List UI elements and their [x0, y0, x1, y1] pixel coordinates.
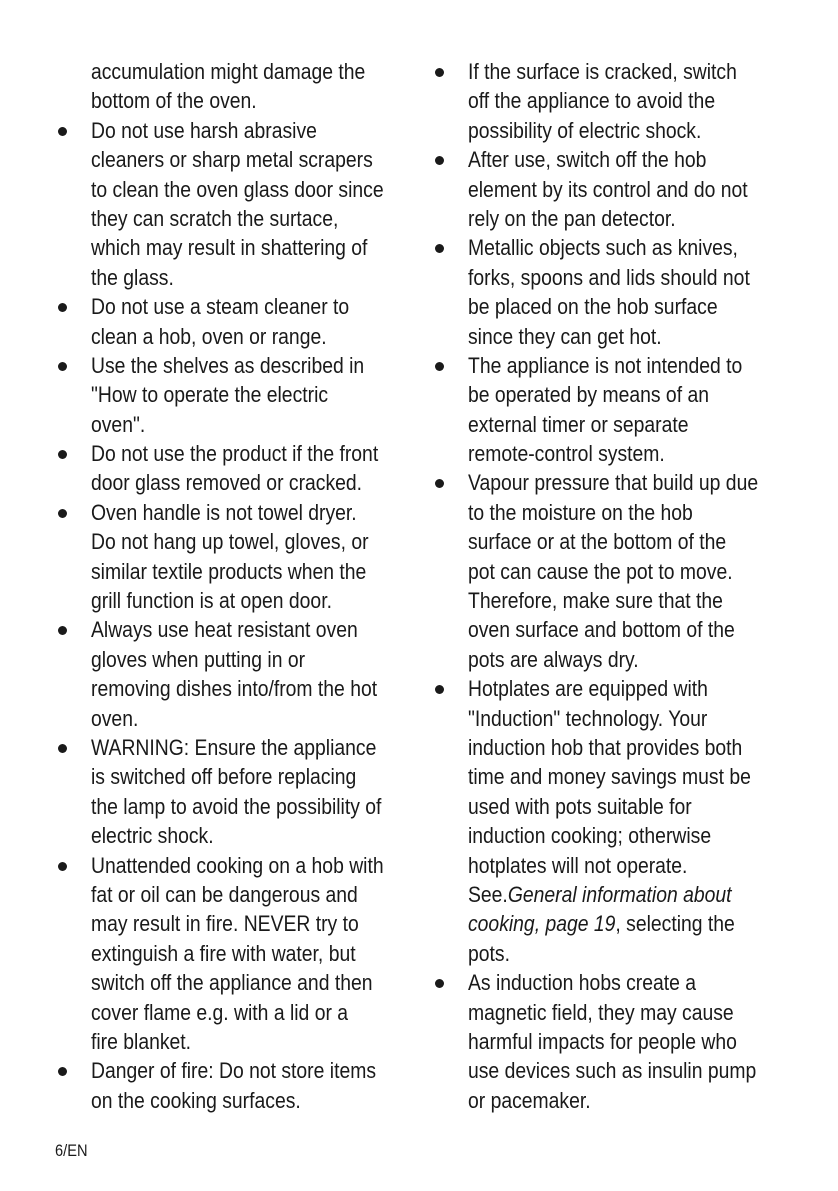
bullet-item — [432, 351, 786, 469]
text-line: electric shock. — [91, 823, 214, 849]
text-line: Use the shelves as described in — [91, 352, 365, 378]
text-line: on the cooking surfaces. — [91, 1087, 301, 1113]
bullet-icon — [435, 244, 444, 253]
text-line: possibility of electric shock. — [468, 117, 702, 143]
bullet-item — [432, 674, 786, 968]
bullet-icon — [58, 362, 67, 371]
text-line: rely on the pan detector. — [468, 205, 676, 231]
see-suffix: , selecting the — [615, 911, 735, 937]
text-line: fat or oil can be dangerous and — [91, 881, 358, 907]
text-line: Oven handle is not towel dryer. — [91, 499, 357, 525]
text-line: since they can get hot. — [468, 323, 662, 349]
bullet-icon — [435, 685, 444, 694]
text-line: is switched off before replacing — [91, 764, 357, 790]
bullet-icon — [435, 362, 444, 371]
text-line: Unattended cooking on a hob with — [91, 852, 384, 878]
text-line: If the surface is cracked, switch — [468, 59, 737, 84]
text-line: After use, switch off the hob — [468, 147, 707, 173]
bullet-item — [55, 1056, 405, 1115]
see-reference-line — [468, 909, 741, 938]
text-line: cleaners or sharp metal scrapers — [91, 147, 373, 173]
right-column — [432, 57, 786, 1115]
text-line: be operated by means of an — [468, 382, 709, 408]
text-line: the glass. — [91, 264, 174, 290]
text-line: oven. — [91, 705, 139, 731]
text-line: time and money savings must be — [468, 764, 751, 790]
text-line: fire blanket. — [91, 1028, 192, 1054]
text-line: gloves when putting in or — [91, 646, 306, 672]
continuation-text — [55, 57, 405, 116]
text-line: pots. — [468, 940, 510, 966]
bullet-item — [432, 57, 786, 145]
text-line: magnetic field, they may cause — [468, 999, 734, 1025]
text-line: switch off the appliance and then — [91, 970, 373, 996]
text-line: they can scratch the surtace, — [91, 205, 339, 231]
text-line: external timer or separate — [468, 411, 689, 437]
text-line: may result in fire. NEVER try to — [91, 911, 359, 937]
text-line: be placed on the hob surface — [468, 294, 718, 320]
bullet-icon — [58, 626, 67, 635]
text-line: similar textile products when the — [91, 558, 367, 584]
bullet-item — [432, 145, 786, 233]
text-line: Hotplates are equipped with — [468, 676, 708, 702]
bullet-item — [55, 439, 405, 498]
bullet-item — [55, 292, 405, 351]
text-line: pots are always dry. — [468, 646, 639, 672]
bullet-icon — [58, 1067, 67, 1076]
page-number: 6/EN — [55, 1141, 88, 1160]
text-line: clean a hob, oven or range. — [91, 323, 327, 349]
text-line: Metallic objects such as knives, — [468, 235, 738, 261]
text-line: which may result in shattering of — [91, 235, 368, 261]
text-line: induction hob that provides both — [468, 734, 743, 760]
text-line: bottom of the oven. — [91, 88, 257, 114]
text-line: "How to operate the electric — [91, 382, 329, 408]
text-line: Do not use harsh abrasive — [91, 117, 317, 143]
text-line: to clean the oven glass door since — [91, 176, 384, 202]
text-line: "Induction" technology. Your — [468, 705, 708, 731]
text-line: accumulation might damage the — [91, 59, 366, 84]
bullet-item — [55, 615, 405, 733]
bullet-item — [432, 233, 786, 351]
bullet-item — [55, 116, 405, 292]
text-line: harmful impacts for people who — [468, 1028, 737, 1054]
text-line: off the appliance to avoid the — [468, 88, 716, 114]
cross-reference-link[interactable]: General information about — [507, 881, 732, 907]
cross-reference-link[interactable]: cooking, page 19 — [468, 911, 616, 937]
bullet-item — [55, 351, 405, 439]
bullet-icon — [435, 979, 444, 988]
bullet-icon — [435, 68, 444, 77]
text-line: remote-control system. — [468, 441, 665, 467]
text-line: oven". — [91, 411, 146, 437]
text-line: hotplates will not operate. — [468, 852, 688, 878]
text-line: Therefore, make sure that the — [468, 588, 723, 614]
text-line: pot can cause the pot to move. — [468, 558, 733, 584]
text-line: removing dishes into/from the hot — [91, 676, 378, 702]
bullet-item — [55, 851, 405, 1057]
see-prefix: See. — [468, 881, 508, 907]
text-line: used with pots suitable for — [468, 793, 692, 819]
bullet-icon — [435, 156, 444, 165]
text-line: cover flame e.g. with a lid or a — [91, 999, 349, 1025]
bullet-item — [55, 498, 405, 616]
text-line: Do not use the product if the front — [91, 441, 379, 467]
bullet-item — [55, 733, 405, 851]
see-reference-line — [468, 880, 741, 909]
bullet-icon — [435, 479, 444, 488]
text-line: door glass removed or cracked. — [91, 470, 363, 496]
bullet-icon — [58, 744, 67, 753]
text-line: forks, spoons and lids should not — [468, 264, 750, 290]
text-line: Do not hang up towel, gloves, or — [91, 529, 369, 555]
text-line: oven surface and bottom of the — [468, 617, 735, 643]
bullet-icon — [58, 450, 67, 459]
text-line: surface or at the bottom of the — [468, 529, 727, 555]
bullet-item — [432, 968, 786, 1115]
text-line: Danger of fire: Do not store items — [91, 1058, 377, 1084]
bullet-icon — [58, 509, 67, 518]
text-line: WARNING: Ensure the appliance — [91, 734, 377, 760]
text-line: or pacemaker. — [468, 1087, 591, 1113]
text-line: extinguish a fire with water, but — [91, 940, 356, 966]
text-line: grill function is at open door. — [91, 588, 332, 614]
text-line: induction cooking; otherwise — [468, 823, 712, 849]
bullet-icon — [58, 862, 67, 871]
bullet-icon — [58, 303, 67, 312]
text-line: Always use heat resistant oven — [91, 617, 358, 643]
bullet-icon — [58, 127, 67, 136]
left-column — [55, 57, 405, 1115]
text-line: to the moisture on the hob — [468, 499, 693, 525]
bullet-item — [432, 468, 786, 674]
text-line: use devices such as insulin pump — [468, 1058, 757, 1084]
text-line: the lamp to avoid the possibility of — [91, 793, 382, 819]
text-line: Do not use a steam cleaner to — [91, 294, 350, 320]
text-line: element by its control and do not — [468, 176, 748, 202]
text-line: The appliance is not intended to — [468, 352, 743, 378]
text-line: Vapour pressure that build up due — [468, 470, 759, 496]
text-line: As induction hobs create a — [468, 970, 697, 996]
